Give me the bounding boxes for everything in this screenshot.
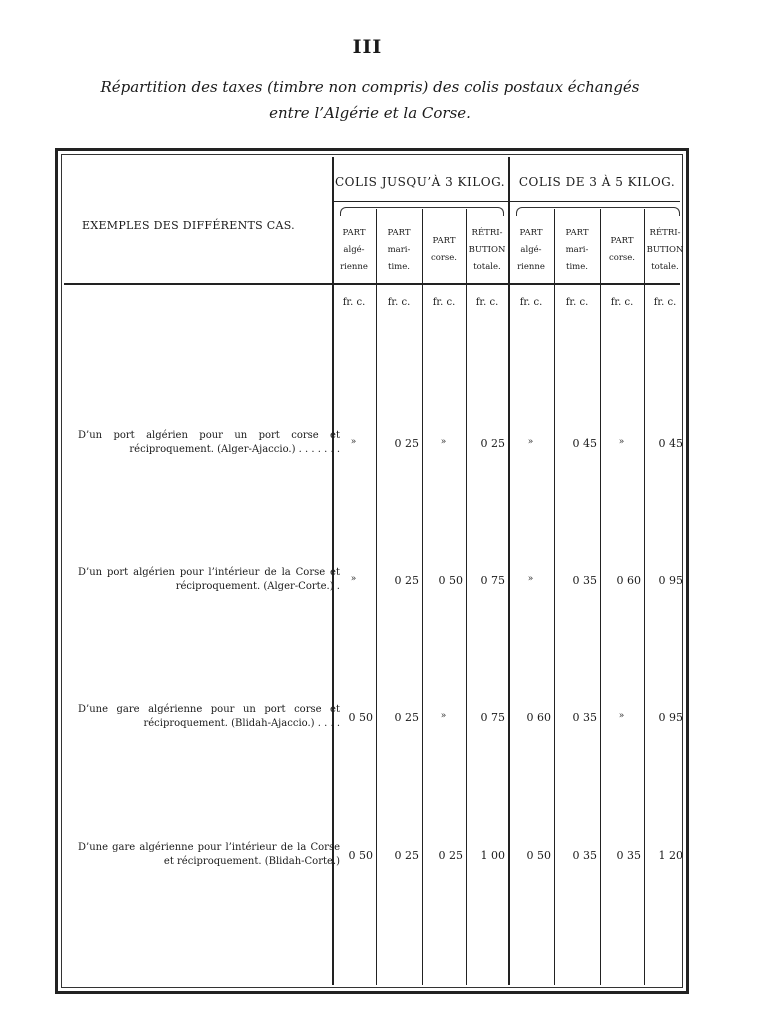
table-cell: 0 50: [348, 711, 373, 724]
column-header: PART algé- rienne: [517, 228, 545, 272]
row-label: D’un port algérien pour un port corse et réciproquement. (Alger-Ajaccio.) . . . . . . .: [78, 430, 340, 455]
table-cell: 0 35: [572, 849, 597, 862]
unit-label: fr. c.: [519, 297, 543, 308]
table-cell: »: [350, 574, 357, 584]
column-header: PART corse.: [430, 236, 458, 263]
table-cell: 0 95: [658, 711, 683, 724]
table-cell: 0 25: [394, 711, 419, 724]
table-cell: 0 25: [480, 437, 505, 450]
unit-label: fr. c.: [432, 297, 456, 308]
unit-label: fr. c.: [653, 297, 677, 308]
column-header: RÉTRI- BUTION totale.: [646, 228, 684, 272]
group-header-3-to-5kg: COLIS DE 3 À 5 KILOG.: [518, 175, 676, 189]
brace-group-2: [516, 207, 680, 216]
group-rule: [332, 201, 680, 202]
table-cell: 0 45: [658, 437, 683, 450]
table-cell: »: [618, 711, 625, 721]
unit-label: fr. c.: [475, 297, 499, 308]
table-cell: 0 50: [526, 849, 551, 862]
row-label: D’une gare algérienne pour l’intérieur de la Corse et réciproquement. (Blidah-Corte.): [78, 842, 340, 867]
table-cell: 0 50: [348, 849, 373, 862]
table-cell: 0 35: [572, 711, 597, 724]
unit-label: fr. c.: [565, 297, 589, 308]
table-cell: »: [350, 437, 357, 447]
column-rule: [554, 209, 555, 985]
column-header: RÉTRI- BUTION totale.: [468, 228, 506, 272]
column-rule: [466, 209, 467, 985]
table-cell: 0 60: [526, 711, 551, 724]
table-cell: 0 25: [394, 849, 419, 862]
table-cell: 0 25: [438, 849, 463, 862]
column-rule: [686, 157, 687, 985]
column-rule: [376, 209, 377, 985]
table: [64, 157, 684, 985]
table-cell: 0 25: [394, 574, 419, 587]
unit-label: fr. c.: [342, 297, 366, 308]
table-cell: 0 45: [572, 437, 597, 450]
column-header: PART algé- rienne: [340, 228, 368, 272]
column-rule: [644, 209, 645, 985]
table-frame: [55, 148, 689, 994]
table-cell: 0 60: [616, 574, 641, 587]
table-cell: »: [440, 437, 447, 447]
unit-label: fr. c.: [610, 297, 634, 308]
table-cell: 0 35: [572, 574, 597, 587]
table-cell: »: [440, 711, 447, 721]
column-rule: [422, 209, 423, 985]
column-header: PART corse.: [608, 236, 636, 263]
table-cell: 0 75: [480, 711, 505, 724]
table-cell: 0 75: [480, 574, 505, 587]
page-number: III: [352, 36, 383, 58]
caption-line-1: Répartition des taxes (timbre non compris) des colis postaux échangés: [100, 78, 640, 96]
table-cell: 0 35: [616, 849, 641, 862]
group-header-up-to-3kg: COLIS JUSQU’À 3 KILOG.: [334, 175, 506, 189]
examples-header: EXEMPLES DES DIFFÉRENTS CAS.: [82, 219, 295, 232]
table-cell: 1 00: [480, 849, 505, 862]
column-header: PART mari- time.: [387, 228, 411, 272]
table-cell: »: [527, 574, 534, 584]
table-cell: 0 25: [394, 437, 419, 450]
caption-line-2: entre l’Algérie et la Corse.: [269, 104, 471, 122]
table-cell: 0 95: [658, 574, 683, 587]
table-cell: 0 50: [438, 574, 463, 587]
table-cell: »: [618, 437, 625, 447]
table-cell: 1 20: [658, 849, 683, 862]
table-cell: »: [527, 437, 534, 447]
column-rule: [600, 209, 601, 985]
row-label: D’une gare algérienne pour un port corse et réciproquement. (Blidah-Ajaccio.) . . . .: [78, 704, 340, 729]
header-rule: [64, 283, 680, 285]
column-header: PART mari- time.: [565, 228, 589, 272]
unit-label: fr. c.: [387, 297, 411, 308]
row-label: D’un port algérien pour l’intérieur de la Corse et réciproquement. (Alger-Corte.) .: [78, 567, 340, 592]
